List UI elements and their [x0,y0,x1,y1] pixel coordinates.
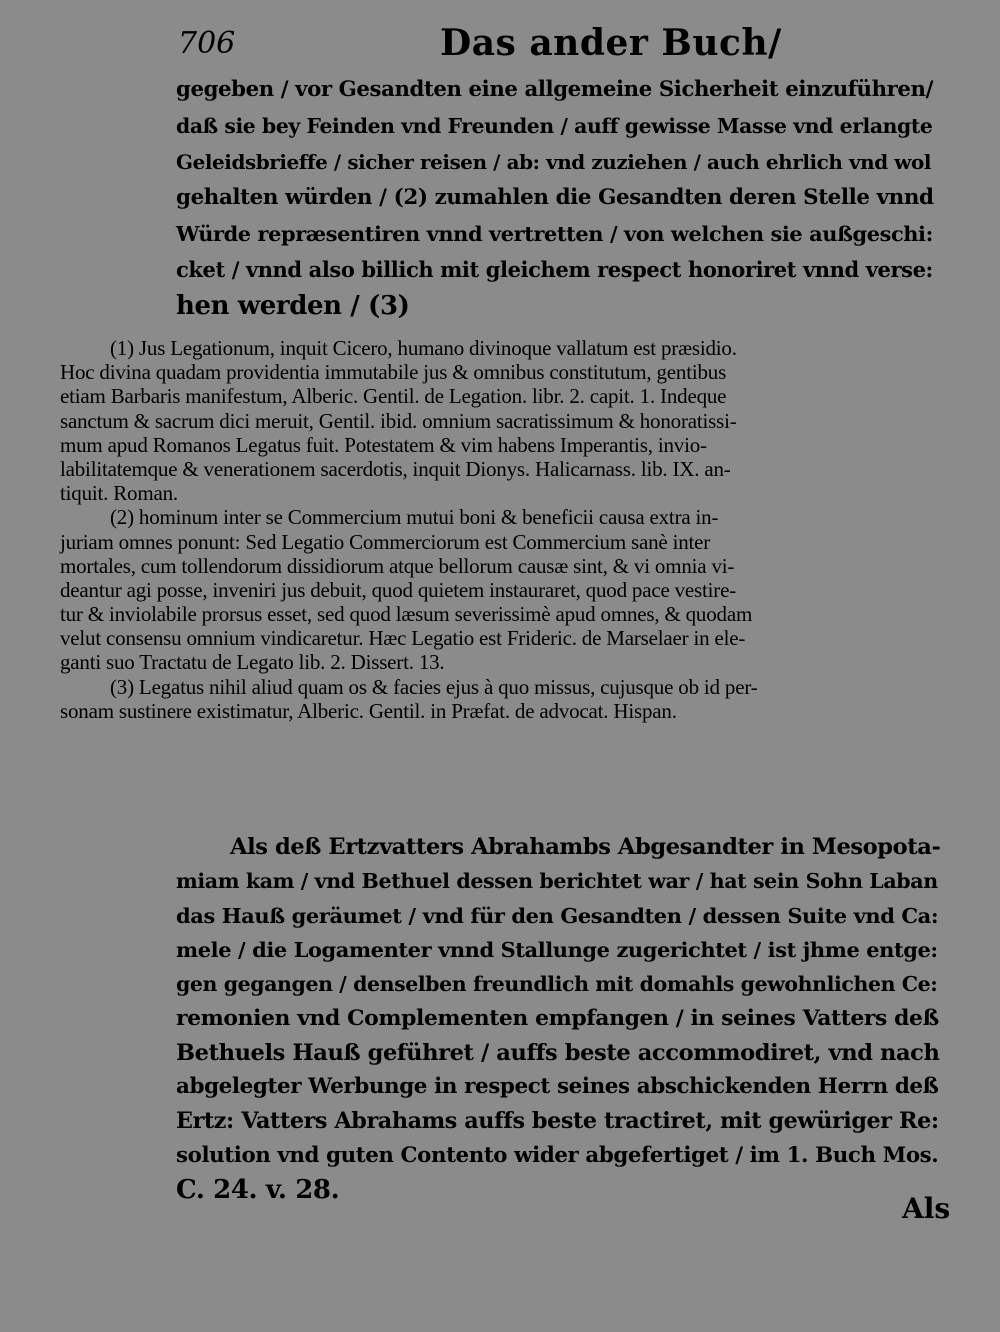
footnote-line: tiquit. Roman. [60,481,178,506]
footnote-line: sonam sustinere existimatur, Alberic. Gentil. in Præfat. de advocat. Hispan. [60,698,677,723]
footnote-line: ganti suo Tractatu de Legato lib. 2. Dissert. 13. [60,650,445,675]
text-line: gegeben / vor Gesandten eine allgemeine Sicherheit einzuführen/ [176,77,933,102]
footnotes [60,336,950,723]
footnote-line: mortales, cum tollendorum dissidiorum atque bellorum causæ sint, & vi omnia vi- [60,553,735,578]
text-line: Geleidsbrieffe / sicher reisen / ab: vnd zuziehen / auch ehrlich vnd wol [176,150,932,174]
text-line: remonien vnd Complementen empfangen / in seines Vatters deß [176,1005,939,1032]
footnote-line: (3) Legatus nihil aliud quam os & facies ejus à quo missus, cujusque ob id per- [110,674,758,699]
text-line: miam kam / vnd Bethuel dessen berichtet war / hat sein Sohn Laban [176,869,938,894]
footnote-line: etiam Barbaris manifestum, Alberic. Gentil. de Legation. libr. 2. capit. 1. Indeque [60,384,727,409]
footnote-line: juriam omnes ponunt: Sed Legatio Commerciorum est Commercium sanè inter [60,529,711,554]
text-line: Bethuels Hauß geführet / auffs beste accommodiret, vnd nach [176,1039,940,1066]
text-line: solution vnd guten Contento wider abgefertiget / im 1. Buch Mos. [176,1142,939,1168]
text-line: C. 24. v. 28. [176,1174,340,1205]
footnote-line: velut consensu omnium vindicaretur. Hæc Legatio est Frideric. de Marselaer in ele- [60,626,746,651]
footnote-line: labilitatemque & venerationem sacerdotis, inquit Dionys. Halicarnass. lib. IX. an- [60,456,731,481]
text-line: Als deß Ertzvatters Abrahambs Abgesandter in Mesopota- [230,834,941,860]
text-line: Würde repræsentiren vnnd vertretten / von welchen sie außgeschi: [176,221,933,246]
text-line: gehalten würden / (2) zumahlen die Gesandten deren Stelle vnnd [176,185,934,210]
text-line: gen gegangen / denselben freundlich mit domahls gewohnlichen Ce: [176,972,938,997]
text-line: das Hauß geräumet / vnd für den Gesandten / dessen Suite vnd Ca: [176,902,939,928]
running-title: Das ander Buch/ [440,22,782,64]
main-text-paragraph-1 [176,72,946,324]
main-text-paragraph-2 [176,830,951,1207]
footnote-line: mum apud Romanos Legatus fuit. Potestatem & vim habens Imperantis, invio- [60,432,707,457]
text-line: cket / vnnd also billich mit gleichem respect honoriret vnnd verse: [176,257,933,282]
page-number: 706 [178,26,236,61]
text-line: abgelegter Werbunge in respect seines abschickenden Herrn deß [176,1074,939,1100]
running-head [170,22,950,72]
text-line: hen werden / (3) [176,291,410,321]
footnote-line: tur & inviolabile prorsus esset, sed quod læsum severissimè apud omnes, & quodam [60,602,753,627]
footnote-line: (2) hominum inter se Commercium mutui boni & beneficii causa extra in- [110,505,719,530]
footnote-line: (1) Jus Legationum, inquit Cicero, humano divinoque vallatum est præsidio. [110,336,737,360]
text-line: mele / die Logamenter vnnd Stallunge zugerichtet / ist jhme entge: [176,936,938,962]
footnote-line: deantur agi posse, inveniri jus debuit, quod quietem instauraret, quod pace vestire- [60,577,737,602]
footnote-line: sanctum & sacrum dici meruit, Gentil. ibid. omnium sacratissimum & honoratissi- [60,408,737,433]
text-line: Ertz: Vatters Abrahams auffs beste tractiret, mit gewüriger Re: [176,1108,939,1135]
catchword: Als [902,1192,951,1225]
footnote-line: Hoc divina quadam providentia immutabile jus & omnibus constitutum, gentibus [60,360,727,385]
text-line: daß sie bey Feinden vnd Freunden / auff gewisse Masse vnd erlangte [176,114,933,138]
